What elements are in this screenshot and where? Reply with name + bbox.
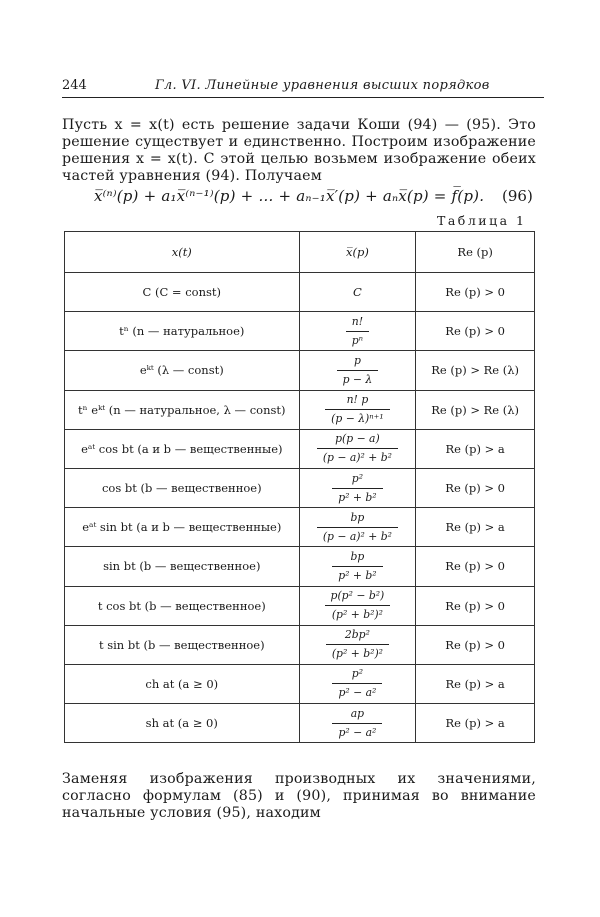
fraction: [346, 315, 369, 348]
table-row: [65, 312, 535, 351]
cell-image: [299, 351, 416, 390]
cell-condition: Re (p) > Re (λ): [416, 390, 535, 429]
cell-condition: Re (p) > a: [416, 664, 535, 703]
cell-original: tⁿ (n — натуральное): [65, 312, 300, 351]
fraction: [332, 472, 382, 505]
fraction-numerator: p(p² − b²): [325, 589, 391, 606]
fraction-numerator: bp: [317, 511, 398, 528]
fraction-numerator: p²: [332, 472, 382, 489]
table-row: [65, 351, 535, 390]
table-row: [65, 547, 535, 586]
fraction-numerator: n!: [346, 315, 369, 332]
cell-image: [299, 390, 416, 429]
cell-original: eᵃᵗ cos bt (a и b — вещественные): [65, 429, 300, 468]
fraction-numerator: n! p: [325, 393, 390, 410]
fraction-numerator: ap: [332, 707, 382, 724]
cell-original: tⁿ eᵏᵗ (n — натуральное, λ — const): [65, 390, 300, 429]
cell-image: C: [299, 273, 416, 312]
cell-original: ch at (a ≥ 0): [65, 664, 300, 703]
cell-original: sh at (a ≥ 0): [65, 704, 300, 743]
table-row: [65, 429, 535, 468]
fraction-denominator: (p − a)² + b²: [322, 529, 392, 543]
fraction-denominator: p² + b²: [338, 490, 377, 504]
fraction-denominator: p² − a²: [338, 686, 377, 700]
page-header: [62, 78, 544, 100]
fraction: [337, 354, 379, 387]
cell-image: [299, 625, 416, 664]
table-row: [65, 704, 535, 743]
cell-original: cos bt (b — вещественное): [65, 468, 300, 507]
cell-condition: Re (p) > 0: [416, 586, 535, 625]
laplace-table: [64, 231, 535, 743]
table-row: [65, 508, 535, 547]
running-title: Гл. VI. Линейные уравнения высших порядков: [155, 78, 490, 93]
fraction-denominator: p − λ: [342, 372, 373, 386]
header-original: x(t): [65, 232, 300, 273]
header-image: x̅(p): [299, 232, 416, 273]
fraction-numerator: 2bp²: [326, 628, 389, 645]
cell-condition: Re (p) > a: [416, 704, 535, 743]
cell-image: [299, 547, 416, 586]
cell-image: [299, 586, 416, 625]
table-row: [65, 390, 535, 429]
cell-condition: Re (p) > a: [416, 429, 535, 468]
cell-condition: Re (p) > 0: [416, 468, 535, 507]
fraction: [326, 628, 389, 661]
cell-image: [299, 704, 416, 743]
table-row: [65, 625, 535, 664]
fraction: [332, 667, 382, 700]
fraction: [325, 393, 390, 426]
cell-condition: Re (p) > 0: [416, 547, 535, 586]
formula-number: (96): [502, 187, 533, 205]
table-header-row: [65, 232, 535, 273]
fraction: [332, 550, 382, 583]
table-label: Таблица 1: [437, 213, 527, 228]
fraction-numerator: bp: [332, 550, 382, 567]
cell-original: t sin bt (b — вещественное): [65, 625, 300, 664]
paragraph-top: Пусть x = x(t) есть решение задачи Коши (94) — (95). Это решение существует и единственно. Построим изображение решения x = x(t). С этой целью возьмем изображение обеих частей уравнения (94). Получаем: [62, 117, 536, 184]
table-row: [65, 664, 535, 703]
fraction-denominator: (p² + b²)²: [331, 608, 383, 622]
fraction-numerator: p: [337, 354, 379, 371]
cell-condition: Re (p) > 0: [416, 273, 535, 312]
cell-original: t cos bt (b — вещественное): [65, 586, 300, 625]
table-row: [65, 273, 535, 312]
cell-original: sin bt (b — вещественное): [65, 547, 300, 586]
fraction-denominator: pⁿ: [351, 333, 364, 347]
page-number: 244: [62, 78, 87, 93]
fraction: [317, 511, 398, 544]
cell-image: [299, 312, 416, 351]
formula-96: x̅⁽ⁿ⁾(p) + a₁x̅⁽ⁿ⁻¹⁾(p) + … + aₙ₋₁x̅′(p) + aₙx̅(p) = f̅(p).: [94, 187, 485, 205]
paragraph-bottom: Заменяя изображения производных их значениями, согласно формулам (85) и (90), принимая во внимание начальные условия (95), находим: [62, 771, 536, 821]
cell-condition: Re (p) > a: [416, 508, 535, 547]
fraction-denominator: p² + b²: [338, 568, 377, 582]
cell-condition: Re (p) > 0: [416, 312, 535, 351]
fraction-numerator: p²: [332, 667, 382, 684]
header-rule: [62, 97, 544, 98]
fraction-numerator: p(p − a): [317, 432, 398, 449]
header-condition: Re (p): [416, 232, 535, 273]
fraction-denominator: (p² + b²)²: [331, 647, 383, 661]
fraction: [317, 432, 398, 465]
cell-image: [299, 508, 416, 547]
cell-image: [299, 468, 416, 507]
cell-image: [299, 664, 416, 703]
cell-original: C (C = const): [65, 273, 300, 312]
cell-image: [299, 429, 416, 468]
table-row: [65, 586, 535, 625]
cell-condition: Re (p) > Re (λ): [416, 351, 535, 390]
cell-original: eᵏᵗ (λ — const): [65, 351, 300, 390]
cell-condition: Re (p) > 0: [416, 625, 535, 664]
table-row: [65, 468, 535, 507]
table-body: [65, 273, 535, 743]
fraction-denominator: (p − a)² + b²: [322, 451, 392, 465]
fraction-denominator: (p − λ)ⁿ⁺¹: [331, 412, 384, 426]
fraction: [325, 589, 391, 622]
cell-original: eᵃᵗ sin bt (a и b — вещественные): [65, 508, 300, 547]
fraction-denominator: p² − a²: [338, 725, 377, 739]
fraction: [332, 707, 382, 740]
